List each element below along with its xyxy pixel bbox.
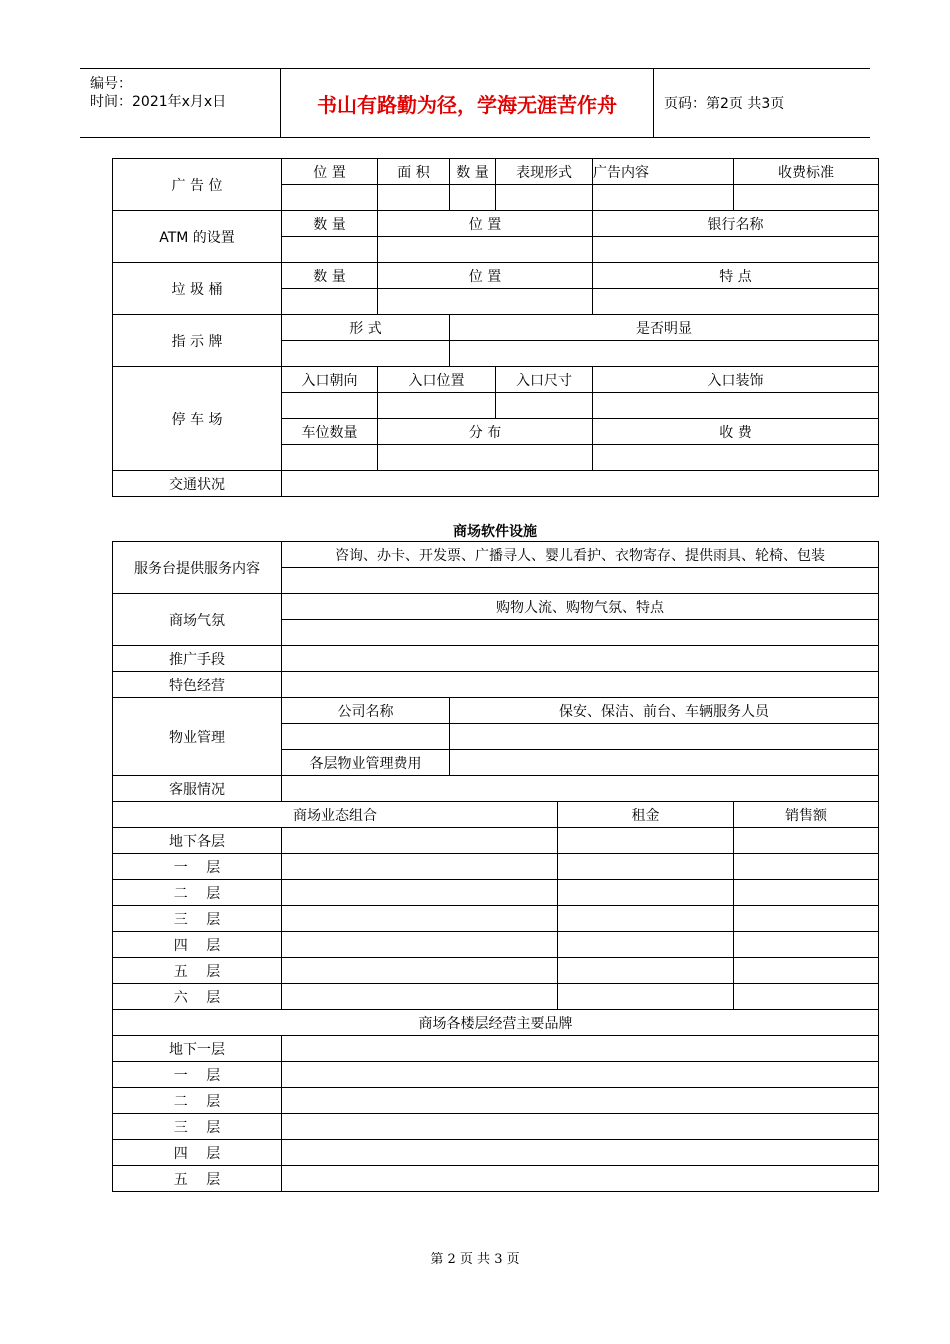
blank-cell[interactable] bbox=[593, 445, 879, 471]
blank-cell[interactable] bbox=[558, 880, 734, 906]
parking-col-spaces: 车位数量 bbox=[282, 419, 378, 445]
atm-col-bank: 银行名称 bbox=[593, 211, 879, 237]
blank-cell[interactable] bbox=[378, 393, 496, 419]
blank-cell[interactable] bbox=[282, 1140, 879, 1166]
rent-header: 租金 bbox=[558, 802, 734, 828]
service-label: 服务台提供服务内容 bbox=[113, 542, 282, 594]
trash-col-qty: 数 量 bbox=[282, 263, 378, 289]
brand-floor-label: 一 层 bbox=[113, 1062, 282, 1088]
floor-label: 一 层 bbox=[113, 854, 282, 880]
cs-label: 客服情况 bbox=[113, 776, 282, 802]
blank-cell[interactable] bbox=[282, 1088, 879, 1114]
blank-cell[interactable] bbox=[593, 237, 879, 263]
blank-cell[interactable] bbox=[282, 646, 879, 672]
blank-cell[interactable] bbox=[282, 828, 558, 854]
blank-cell[interactable] bbox=[282, 1062, 879, 1088]
blank-cell[interactable] bbox=[734, 185, 879, 211]
header-meta bbox=[80, 69, 281, 137]
blank-cell[interactable] bbox=[450, 185, 496, 211]
blank-cell[interactable] bbox=[558, 958, 734, 984]
floor-label: 五 层 bbox=[113, 958, 282, 984]
floor-label: 地下各层 bbox=[113, 828, 282, 854]
hardware-table bbox=[112, 158, 879, 497]
blank-cell[interactable] bbox=[282, 1114, 879, 1140]
blank-cell[interactable] bbox=[734, 854, 879, 880]
blank-cell[interactable] bbox=[450, 341, 879, 367]
blank-cell[interactable] bbox=[282, 906, 558, 932]
blank-cell[interactable] bbox=[282, 1036, 879, 1062]
ad-col-qty: 数 量 bbox=[450, 159, 496, 185]
parking-col-decoration: 入口装饰 bbox=[593, 367, 879, 393]
service-items: 咨询、办卡、开发票、广播寻人、婴儿看护、衣物寄存、提供雨具、轮椅、包装 bbox=[282, 542, 879, 568]
ad-col-content: 广告内容 bbox=[593, 159, 734, 185]
blank-cell[interactable] bbox=[282, 932, 558, 958]
time-label: 时间：2021年x月x日 bbox=[90, 94, 227, 110]
brand-floor-label: 地下一层 bbox=[113, 1036, 282, 1062]
header-page-info: 页码：第2页 共3页 bbox=[664, 96, 785, 112]
blank-cell[interactable] bbox=[450, 724, 879, 750]
blank-cell[interactable] bbox=[593, 185, 734, 211]
trash-col-position: 位 置 bbox=[378, 263, 593, 289]
feature-label: 特色经营 bbox=[113, 672, 282, 698]
atmosphere-label: 商场气氛 bbox=[113, 594, 282, 646]
blank-cell[interactable] bbox=[734, 828, 879, 854]
header-motto: 书山有路勤为径，学海无涯苦作舟 bbox=[281, 69, 654, 137]
parking-col-entry-pos: 入口位置 bbox=[378, 367, 496, 393]
atm-col-qty: 数 量 bbox=[282, 211, 378, 237]
blank-cell[interactable] bbox=[378, 289, 593, 315]
blank-cell[interactable] bbox=[282, 984, 558, 1010]
blank-cell[interactable] bbox=[282, 854, 558, 880]
biz-header: 商场业态组合 bbox=[113, 802, 558, 828]
software-section-title: 商场软件设施 bbox=[453, 524, 537, 540]
property-staff: 保安、保洁、前台、车辆服务人员 bbox=[450, 698, 879, 724]
blank-cell[interactable] bbox=[450, 750, 879, 776]
blank-cell[interactable] bbox=[282, 880, 558, 906]
blank-cell[interactable] bbox=[734, 984, 879, 1010]
blank-cell[interactable] bbox=[378, 237, 593, 263]
floor-label: 六 层 bbox=[113, 984, 282, 1010]
blank-cell[interactable] bbox=[282, 672, 879, 698]
property-fee: 各层物业管理费用 bbox=[282, 750, 450, 776]
atm-col-position: 位 置 bbox=[378, 211, 593, 237]
sales-header: 销售额 bbox=[734, 802, 879, 828]
property-label: 物业管理 bbox=[113, 698, 282, 776]
floor-label: 三 层 bbox=[113, 906, 282, 932]
software-table bbox=[112, 541, 879, 1192]
blank-cell[interactable] bbox=[378, 445, 593, 471]
sign-label: 指 示 牌 bbox=[113, 315, 282, 367]
parking-label: 停 车 场 bbox=[113, 367, 282, 471]
sign-col-visible: 是否明显 bbox=[450, 315, 879, 341]
parking-col-distribution: 分 布 bbox=[378, 419, 593, 445]
blank-cell[interactable] bbox=[282, 237, 378, 263]
blank-cell[interactable] bbox=[496, 393, 593, 419]
blank-cell[interactable] bbox=[282, 341, 450, 367]
blank-cell[interactable] bbox=[558, 984, 734, 1010]
blank-cell[interactable] bbox=[378, 185, 450, 211]
ad-col-position: 位 置 bbox=[282, 159, 378, 185]
blank-cell[interactable] bbox=[282, 620, 879, 646]
blank-cell[interactable] bbox=[593, 393, 879, 419]
blank-cell[interactable] bbox=[282, 958, 558, 984]
blank-cell[interactable] bbox=[558, 906, 734, 932]
blank-cell[interactable] bbox=[282, 568, 879, 594]
floor-label: 四 层 bbox=[113, 932, 282, 958]
brand-floor-label: 四 层 bbox=[113, 1140, 282, 1166]
parking-col-entry-size: 入口尺寸 bbox=[496, 367, 593, 393]
blank-cell[interactable] bbox=[558, 828, 734, 854]
blank-cell[interactable] bbox=[282, 445, 378, 471]
brand-floor-label: 三 层 bbox=[113, 1114, 282, 1140]
blank-cell[interactable] bbox=[282, 471, 879, 497]
floor-label: 二 层 bbox=[113, 880, 282, 906]
parking-col-direction: 入口朝向 bbox=[282, 367, 378, 393]
trash-label: 垃 圾 桶 bbox=[113, 263, 282, 315]
ad-col-form: 表现形式 bbox=[496, 159, 593, 185]
blank-cell[interactable] bbox=[282, 724, 450, 750]
blank-cell[interactable] bbox=[593, 289, 879, 315]
promo-label: 推广手段 bbox=[113, 646, 282, 672]
blank-cell[interactable] bbox=[558, 932, 734, 958]
brand-floor-label: 五 层 bbox=[113, 1166, 282, 1192]
brand-floor-label: 二 层 bbox=[113, 1088, 282, 1114]
blank-cell[interactable] bbox=[282, 1166, 879, 1192]
blank-cell[interactable] bbox=[282, 393, 378, 419]
ad-col-area: 面 积 bbox=[378, 159, 450, 185]
atmosphere-items: 购物人流、购物气氛、特点 bbox=[282, 594, 879, 620]
blank-cell[interactable] bbox=[282, 185, 378, 211]
blank-cell[interactable] bbox=[282, 289, 378, 315]
blank-cell[interactable] bbox=[558, 854, 734, 880]
page-header bbox=[80, 68, 870, 138]
blank-cell[interactable] bbox=[496, 185, 593, 211]
blank-cell[interactable] bbox=[734, 880, 879, 906]
trash-col-feature: 特 点 bbox=[593, 263, 879, 289]
ad-label: 广 告 位 bbox=[113, 159, 282, 211]
property-company: 公司名称 bbox=[282, 698, 450, 724]
blank-cell[interactable] bbox=[734, 958, 879, 984]
serial-label: 编号： bbox=[90, 76, 132, 92]
ad-col-fee: 收费标准 bbox=[734, 159, 879, 185]
page-footer: 第 2 页 共 3 页 bbox=[430, 1252, 520, 1267]
brand-header: 商场各楼层经营主要品牌 bbox=[113, 1010, 879, 1036]
sign-col-form: 形 式 bbox=[282, 315, 450, 341]
traffic-label: 交通状况 bbox=[113, 471, 282, 497]
blank-cell[interactable] bbox=[734, 906, 879, 932]
blank-cell[interactable] bbox=[282, 776, 879, 802]
blank-cell[interactable] bbox=[734, 932, 879, 958]
atm-label: ATM 的设置 bbox=[113, 211, 282, 263]
parking-col-fee: 收 费 bbox=[593, 419, 879, 445]
